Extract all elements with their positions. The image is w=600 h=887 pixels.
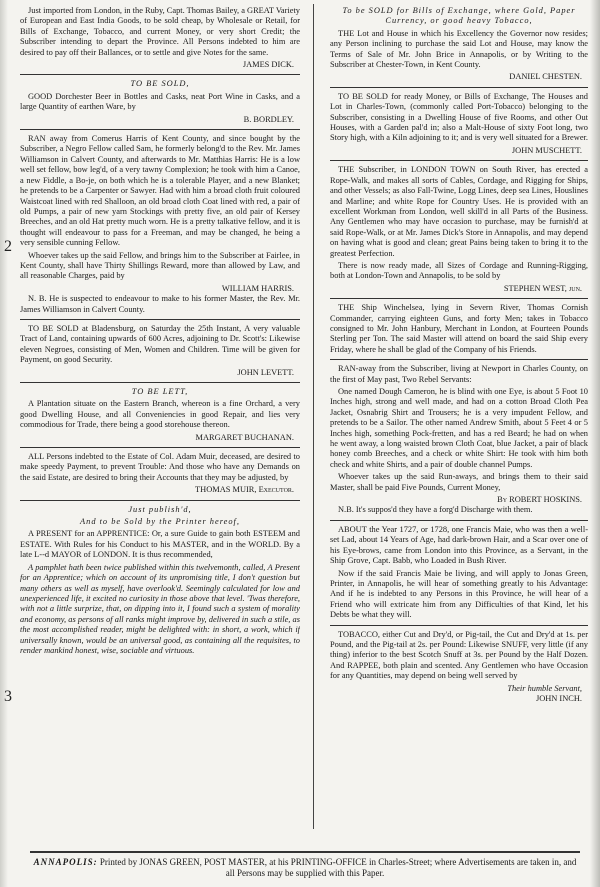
divider-rule [330, 298, 588, 299]
advertisement-muschett [330, 92, 588, 156]
advertisement-west [330, 165, 588, 294]
advertisement-chesten [330, 6, 588, 83]
advertisement-buchanan [20, 387, 300, 443]
divider-rule [20, 447, 300, 448]
divider-rule [20, 500, 300, 501]
ad-signature: B. BORDLEY. [243, 114, 294, 124]
ad-signature: JOHN LEVETT. [237, 367, 294, 377]
divider-rule [330, 520, 588, 521]
advertisement-inch [330, 630, 588, 705]
ad-signature: WILLIAM HARRIS. [221, 283, 294, 293]
advertisement-harris [20, 134, 300, 315]
divider-rule [20, 129, 300, 130]
ad-signature: By ROBERT HOSKINS. [497, 495, 582, 505]
margin-number: 3 [4, 688, 12, 705]
ad-nota-bene: N.B. It's suppos'd they have a forg'd Discharge with them. [338, 505, 533, 515]
divider-rule [330, 160, 588, 161]
ad-signature: STEPHEN WEST, jun. [503, 283, 582, 293]
ad-text: GOOD Dorchester Beer in Bottles and Casks, neat Port Wine in Casks, and a large Quantity of earthen Ware, by [20, 91, 300, 112]
margin-number: 2 [4, 238, 12, 255]
ad-heading: TO BE LETT, [131, 387, 189, 396]
advertisement-bordley [20, 79, 300, 125]
ad-text-continued: Whoever takes up the said Fellow, and brings him to the Subscriber at Fairlee, in Kent County, shall have Thirty Shillings Reward, more than allowed by Law, and all reasonable Charges, paid by [20, 250, 300, 281]
ad-signature: THOMAS MUIR, Executor. [195, 485, 294, 495]
advertisement-apprentice [20, 505, 300, 657]
ad-nota-bene: N. B. He is suspected to endeavour to make to his former Master, the Rev. Mr. James Williamson in Calvert County. [20, 294, 300, 314]
ad-signature: DANIEL CHESTEN. [509, 72, 582, 82]
ad-text: ABOUT the Year 1727, or 1728, one Francis Maie, who was then a well-set Lad, about 14 Years of Age, had dark-brown Hair, and a Scar over one of his Eye-brows, came from London into this Province, as a Servant, in the Ship Grove, Capt. Babb, who Loaded in Bush River. [330, 524, 588, 566]
left-column [20, 0, 300, 835]
divider-rule [20, 319, 300, 320]
ad-text: ALL Persons indebted to the Estate of Col. Adam Muir, deceased, are desired to make speedy Payment, to prevent Trouble: And those who have any Demands on the said Estate, are desired to bring their Accounts that they may be adjusted, by [20, 452, 300, 482]
column-divider [313, 4, 314, 829]
divider-rule [330, 359, 588, 360]
ad-signature: MARGARET BUCHANAN. [195, 432, 294, 442]
divider-rule [20, 382, 300, 383]
advertisement-muir [20, 452, 300, 496]
ad-text: A PRESENT for an APPRENTICE: Or, a sure Guide to gain both ESTEEM and ESTATE. With Rules for his Conduct to his MASTER, and in the WORLD. By a late L--d MAYOR of LONDON. It is thus recommended, [20, 529, 300, 560]
ad-text: A Plantation situate on the Eastern Branch, whereon is a fine Orchard, a very good Dwelling House, and all Conveniencies in good Repair, and lies very commodious for Trade, there being a good storehouse thereon. [20, 399, 300, 430]
ad-signature: JOHN INCH. [535, 693, 582, 703]
divider-rule [330, 625, 588, 626]
ad-text: Just imported from London, in the Ruby, Capt. Thomas Bailey, a GREAT Variety of European and East India Goods, to be sold cheap, by Wholesale or Retail, for Bills of Exchange, Tobacco, and current Money, or very short Credit; the Subscriber intending to depart the Province. All Persons indebted to him are desired to pay off their Ballances, or to settle and give Notes for the same. [20, 6, 300, 57]
ad-quote: A pamphlet hath been twice published within this twelvemonth, called, A Present for an Apprentice; which on account of its unpromising title, I don't question but many others as well as myself, have overlook'd. Seemingly calculated for low and unexperienced life, it excited no curiosity in those above that level. 'Twas therefore, with not a little surprize, that, on dipping into it, I found such a system of morality and economy, as persons of all ranks might improve by, delivered in such a stile, as the most accomplished reader, might be delighted with: in short, a work, which if universally known, would be an universal good, as containing all the requisites, to render mankind honest, wise, sociable and virtuous. [20, 562, 300, 655]
ad-text: TO BE SOLD at Bladensburg, on Saturday the 25th Instant, A very valuable Tract of Land, containing upwards of 600 Acres, adjoining to Dr. Scott's: Likewise eleven Negroes, consisting of Men, Women and Children. Time will be given for Payment, on good Security. [20, 323, 300, 365]
advertisement-hoskins [330, 364, 588, 516]
ad-signature: JAMES DICK. [242, 60, 294, 70]
ad-text: RAN away from Comerus Harris of Kent County, and since bought by the Subscriber, a Negro Fellow called Sam, he formerly belong'd to the Rev. Mr. James Williamson in Calvert County, and afterwards to Mr. Matthias Harris: He is a low well set fellow, bow leg'd, of a very tawny Complexion; he took with him a Canoe, a new Fiddle, a Bo-je, on both which he is a tolerable Player, and a new Blanket; he pretends to be a Carpenter or Sawyer. Had with him a broad cloth fruit coloured Waistcoat lined with red Shalloon, an old broad cloth Coat lined with red, a pair of old Pumps, a pair of new yarn Stockings with pretty five, an old pair of Kersey Breeches, and an old Hat pretty much worn. He is a pretty talkative fellow, and it is thought will endeavour to pass for a Freeman, and may be changed, he being a very sensible cunning Fellow. [20, 134, 300, 248]
ad-text: THE Ship Winchelsea, lying in Severn River, Thomas Cornish Commander, carrying eighteen Guns, and forty Men; takes in Tobacco consigned to Mr. John Hanbury, Merchant in London, at Fourteen Pounds Sterling per Ton. The said Master will attend on board the said Ship every Friday, where he shall be glad of the Company of his Friends. [330, 303, 588, 354]
ad-text: TOBACCO, either Cut and Dry'd, or Pig-tail, the Cut and Dry'd at 1s. per Pound, and the Pig-tail at 2s. per Pound: Likewise SNUFF, very little (if any thing) inferior to the best Scotch Snuff at 3s. per Pound by the Half Dozen. And RAPPEE, both plain and scented. Any Gentlemen who have Occasion for any Quantities, may depend on being well served by [330, 629, 588, 681]
ad-closing: Their humble Servant, [507, 683, 582, 693]
advertisement-levett [20, 324, 300, 378]
right-column [330, 0, 588, 835]
ad-text-continued: There is now ready made, all Sizes of Cordage and Running-Rigging, both at London-Town and Annapolis, to be sold by [330, 260, 588, 281]
ad-text: TO BE SOLD for ready Money, or Bills of Exchange, The Houses and Lot in Charles-Town, (commonly called Port-Tobacco) belonging to the Subscriber, consisting in a Dwelling House of five Rooms, and other Out Houses, with a Garden pal'd in; also a Malt-House of sixty Foot long, two Story high, with a Kiln adjoining to it; and is very well situated for a Brewer. [330, 91, 588, 143]
divider-rule [330, 87, 588, 88]
ad-text-reward: Whoever takes up the said Run-aways, and brings them to their said Master, shall be paid Five Pounds, Current Money, [330, 472, 588, 492]
ad-text: THE Subscriber, in LONDON TOWN on South River, has erected a Rope-Walk, and makes all sorts of Cables, Cordage, and Rigging for Ships, and other Vessels; as also Fall-Twine, Logg Lines, deep sea Lines, Houslines and Marline; and white Rope for Country Uses. He is provided with an excellent Workman from London, well skill'd in all Parts of the Business. Any Gentlemen who may have occasion to purchase, may be furnish'd at said Rope-Walk, or at Mr. James Dick's Store in Annapolis, and may depend on having what is good and clean; great Pains being taken to bring it to the greatest Perfection. [330, 165, 588, 258]
ad-text-continued: Now if the said Francis Maie be living, and will apply to Jonas Green, Printer, in Annapolis, he will hear of something greatly to his Advantage: And if he is indebted to any Persons in this Province, he will hear of a Friend who will extricate him from any Difficulties of that Kind, let his Debts be what they will. [330, 568, 588, 620]
ad-subheading: And to be Sold by the Printer hereof, [80, 517, 240, 527]
ad-heading: Just publish'd, [128, 504, 192, 514]
footer-text: Printed by JONAS GREEN, POST MASTER, at his PRINTING-OFFICE in Charles-Street; where Advertisements are taken in, and all Persons may be supplied with this Paper. [99, 857, 577, 878]
page-edge-left [0, 0, 8, 887]
ad-text: RAN-away from the Subscriber, living at Newport in Charles County, on the first of May past, Two Rebel Servants: [330, 364, 588, 384]
ad-signature: JOHN MUSCHETT. [511, 145, 582, 155]
page-edge-right [590, 0, 600, 887]
ad-text-continued: One named Dough Cameron, he is blind with one Eye, is about 5 Foot 10 Inches high, strong and well made, and had on a cotton Broad Cloth Pea Jacket, Osnabrig Shirt and Trousers; he is a very impudent Fellow, and pretends to be a Sailor. The other named Andrew Smith, about 5 Feet 4 or 5 Inches high, something Pock-fretten, and has a red Beard; he had on when he went away, a long waisted brown Cloth Coat, blue Jacket, a pair of black honey comb Breeches, and a check or white Shirt: He took with him both check and white Shirts, and a pair of double channel Pumps. [330, 387, 588, 469]
ad-heading: TO BE SOLD, [130, 79, 190, 89]
imprint-footer [30, 851, 580, 879]
advertisement-green [330, 525, 588, 621]
ad-heading: To be SOLD for Bills of Exchange, where Gold, Paper Currency, or good heavy Tobacco, [342, 6, 576, 26]
footer-town: ANNAPOLIS: [33, 857, 98, 867]
advertisement-dick [20, 6, 300, 70]
divider-rule [20, 74, 300, 75]
advertisement-winchelsea [330, 303, 588, 355]
ad-text: THE Lot and House in which his Excellency the Governor now resides; any Person inclining to purchase the said Lot and House, may know the Terms of Sale of Mr. John Brice in Annapolis, or by Writing to the Subscriber at Chester-Town, in Kent County. [330, 28, 588, 70]
